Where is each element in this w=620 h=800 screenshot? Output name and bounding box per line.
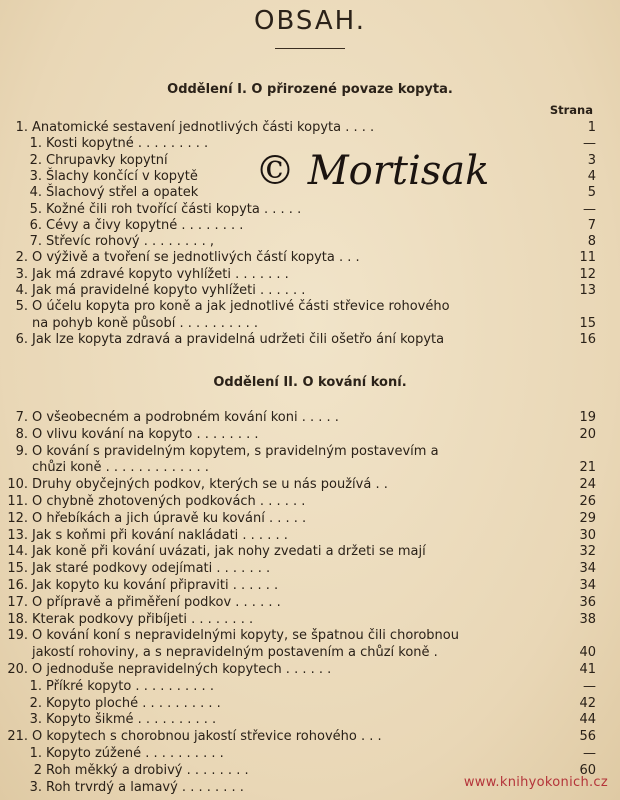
toc-entry-title: O přípravě a přiměření podkov . . . . . . <box>32 594 281 610</box>
toc-entry-number: 1. <box>15 120 28 135</box>
toc-entry-page: 32 <box>579 544 596 560</box>
toc-entry-number: 3. <box>29 168 42 184</box>
toc-entry-number: 2. <box>15 250 28 266</box>
toc-entry <box>0 444 620 460</box>
toc-entry-page: — <box>583 746 596 761</box>
toc-entry-number: 12. <box>7 510 28 526</box>
toc-entry <box>0 218 620 234</box>
toc-entry-title: O jednoduše nepravidelných kopytech . . . . . . <box>32 662 332 677</box>
toc-entry-title: O chybně zhotovených podkovách . . . . . . <box>32 494 306 509</box>
toc-entry-page: 16 <box>579 331 596 347</box>
toc-entry-number: 9. <box>15 443 28 459</box>
toc-entry <box>0 595 620 611</box>
toc-entry-title: O všeobecném a podrobném kování koni . . . . . <box>32 410 339 425</box>
toc-entry-number: 20. <box>7 662 28 677</box>
toc-entry-page: 24 <box>579 477 596 493</box>
toc-entry <box>0 316 620 332</box>
toc-entry-title: Kosti kopytné . . . . . . . . . <box>46 136 209 152</box>
toc-entry <box>0 477 620 493</box>
toc-entry-page: 19 <box>579 410 596 425</box>
toc-entry-number: 7. <box>15 410 28 425</box>
toc-entry-number: 3. <box>29 779 42 795</box>
toc-entry-title: O kování koní s nepravidelnými kopyty, se špatnou čili chorobnou <box>32 628 459 644</box>
page-column-label: Strana <box>549 103 593 117</box>
toc-entry-number: 1. <box>29 746 42 761</box>
section-heading-2: Oddělení II. O kování koní. <box>213 375 407 390</box>
toc-entry-title: Anatomické sestavení jednotlivých části kopyta . . . . <box>32 120 375 135</box>
toc-entry-number: 3. <box>15 266 28 282</box>
toc-entry <box>0 645 620 661</box>
toc-entry-title: Kožné čili roh tvořící části kopyta . . . . . <box>46 201 302 217</box>
toc-entry <box>0 578 620 594</box>
toc-entry-page: 41 <box>579 662 596 677</box>
toc-entry-page: 29 <box>579 510 596 526</box>
toc-entry-number: 2. <box>29 152 42 168</box>
toc-entry <box>0 250 620 266</box>
toc-entry-number: 4. <box>29 185 42 201</box>
toc-entry-page: 3 <box>587 152 596 168</box>
toc-entry-number: 1. <box>29 136 42 152</box>
toc-entry-title: chůzi koně . . . . . . . . . . . . . <box>32 460 209 476</box>
toc-entry <box>0 612 620 628</box>
toc-entry <box>0 234 620 250</box>
toc-entry-title: O výživě a tvoření se jednotlivých částí kopyta . . . <box>32 250 360 266</box>
toc-entry-title: Chrupavky kopytní <box>46 152 168 168</box>
toc-entry-title: O kopytech s chorobnou jakostí střevice rohového . . . <box>32 729 382 745</box>
toc-entry <box>0 267 620 283</box>
toc-entry-number: 4. <box>15 283 28 298</box>
section-heading-1: Oddělení I. O přirozené povaze kopyta. <box>167 82 453 97</box>
toc-entry-number: 13. <box>7 527 28 543</box>
toc-entry-page: 60 <box>579 762 596 778</box>
toc-entry <box>0 299 620 315</box>
toc-entry-page: 34 <box>579 561 596 577</box>
toc-entry-title: Roh trvrdý a lamavý . . . . . . . . <box>46 779 244 795</box>
toc-entry-title: Jak koně při kování uvázati, jak nohy zvedati a držeti se mají <box>32 544 426 560</box>
toc-entry-number: 5. <box>15 299 28 315</box>
toc-entry-title: jakostí rohoviny, a s nepravidelným postavením a chůzí koně . <box>32 645 438 661</box>
toc-entry-number: 15. <box>7 561 28 577</box>
toc-entry <box>0 746 620 762</box>
toc-entry <box>0 679 620 695</box>
toc-entry-title: Druhy obyčejných podkov, kterých se u nás používá . . <box>32 477 388 493</box>
toc-entry-number: 19. <box>7 628 28 644</box>
toc-entry-title: O vlivu kování na kopyto . . . . . . . . <box>32 426 259 442</box>
toc-entry-title: Kopyto ploché . . . . . . . . . . <box>46 695 221 711</box>
toc-entry <box>0 712 620 728</box>
toc-entry-page: 42 <box>579 695 596 711</box>
toc-entry-page: — <box>583 678 596 694</box>
toc-entry-page: 11 <box>579 250 596 266</box>
source-url: www.knihyokonich.cz <box>463 775 608 790</box>
toc-entry-title: O účelu kopyta pro koně a jak jednotlivé části střevice rohového <box>32 299 450 315</box>
toc-entry-page: 34 <box>579 578 596 593</box>
toc-entry-title: Jak lze kopyta zdravá a pravidelná udržeti čili ošetřo ání kopyta <box>32 331 445 347</box>
toc-entry-title: Šlachový střel a opatek <box>46 185 199 201</box>
toc-entry-title: Kterak podkovy přibíjeti . . . . . . . . <box>32 611 254 627</box>
toc-entry <box>0 628 620 644</box>
toc-entry <box>0 511 620 527</box>
toc-entry-title: Šlachy končící v kopytě <box>46 168 198 184</box>
toc-entry-title: Jak kopyto ku kování připraviti . . . . . . <box>32 578 279 593</box>
toc-entry-number: 6. <box>29 217 42 233</box>
toc-entry <box>0 283 620 299</box>
page-title: OBSAH. <box>254 6 366 36</box>
toc-entry-page: — <box>583 201 596 217</box>
watermark-stamp: © Mortisak <box>255 148 490 194</box>
toc-entry-page: 44 <box>579 712 596 728</box>
toc-entry-page: 13 <box>579 283 596 298</box>
toc-entry-number: 8. <box>15 426 28 442</box>
toc-entry <box>0 561 620 577</box>
toc-entry-title: Jak má pravidelné kopyto vyhlížeti . . . . . . <box>32 283 306 298</box>
toc-entry-number: 10. <box>7 477 28 493</box>
toc-entry <box>0 662 620 678</box>
toc-entry-number: 7. <box>29 234 42 250</box>
toc-entry-page: — <box>583 136 596 152</box>
toc-entry-page: 36 <box>579 594 596 610</box>
toc-entry-number: 16. <box>7 578 28 593</box>
toc-entry-number: 1. <box>29 678 42 694</box>
toc-entry <box>0 427 620 443</box>
toc-entry-number: 11. <box>7 494 28 509</box>
toc-entry-page: 38 <box>579 611 596 627</box>
toc-entry-page: 4 <box>587 168 596 184</box>
toc-entry-title: Jak má zdravé kopyto vyhlížeti . . . . . . . <box>32 266 289 282</box>
toc-entry-title: O hřebíkách a jich úpravě ku kování . . . . . <box>32 510 307 526</box>
toc-entry <box>0 528 620 544</box>
toc-entry-number: 18. <box>7 611 28 627</box>
toc-entry-title: Kopyto zúžené . . . . . . . . . . <box>46 746 224 761</box>
toc-entry-page: 56 <box>579 729 596 745</box>
toc-entry-number: 6. <box>15 331 28 347</box>
toc-entry <box>0 202 620 218</box>
toc-entry-page: 7 <box>587 217 596 233</box>
toc-entry-title: Jak staré podkovy odejímati . . . . . . . <box>32 561 271 577</box>
title-divider <box>275 48 345 49</box>
toc-entry <box>0 494 620 510</box>
toc-entry-number: 2. <box>29 695 42 711</box>
toc-entry-title: O kování s pravidelným kopytem, s pravidelným postavevím a <box>32 443 439 459</box>
toc-entry-title: Příkré kopyto . . . . . . . . . . <box>46 678 214 694</box>
toc-entry-page: 26 <box>579 494 596 509</box>
toc-entry-number: 21. <box>7 729 28 745</box>
toc-entry-number: 3. <box>29 712 42 728</box>
toc-entry-page: 21 <box>579 460 596 476</box>
toc-entry-page: 5 <box>587 185 596 201</box>
toc-entry-number: 2 <box>33 762 42 778</box>
toc-entry-title: Cévy a čivy kopytné . . . . . . . . <box>46 217 244 233</box>
toc-entry <box>0 544 620 560</box>
toc-entry-title: Střevíc rohový . . . . . . . . , <box>46 234 214 250</box>
toc-entry-page: 12 <box>579 266 596 282</box>
toc-entry <box>0 460 620 476</box>
toc-entry-number: 14. <box>7 544 28 560</box>
toc-entry-title: Jak s koňmi při kování nakládati . . . . . . <box>32 527 288 543</box>
toc-entry-page: 40 <box>579 645 596 661</box>
toc-entry-number: 5. <box>29 201 42 217</box>
toc-entry-page: 8 <box>587 234 596 250</box>
toc-entry-number: 17. <box>7 594 28 610</box>
toc-entry-page: 20 <box>579 426 596 442</box>
toc-entry <box>0 332 620 348</box>
toc-entry-page: 1 <box>587 120 596 135</box>
toc-entry <box>0 410 620 426</box>
toc-entry <box>0 696 620 712</box>
toc-entry-page: 15 <box>579 315 596 331</box>
toc-entry-title: na pohyb koně působí . . . . . . . . . . <box>32 315 258 331</box>
toc-entry <box>0 120 620 136</box>
toc-entry-title: Roh měkký a drobivý . . . . . . . . <box>46 762 249 778</box>
toc-entry-title: Kopyto šikmé . . . . . . . . . . <box>46 712 217 728</box>
toc-entry <box>0 729 620 745</box>
toc-entry-page: 30 <box>579 527 596 543</box>
